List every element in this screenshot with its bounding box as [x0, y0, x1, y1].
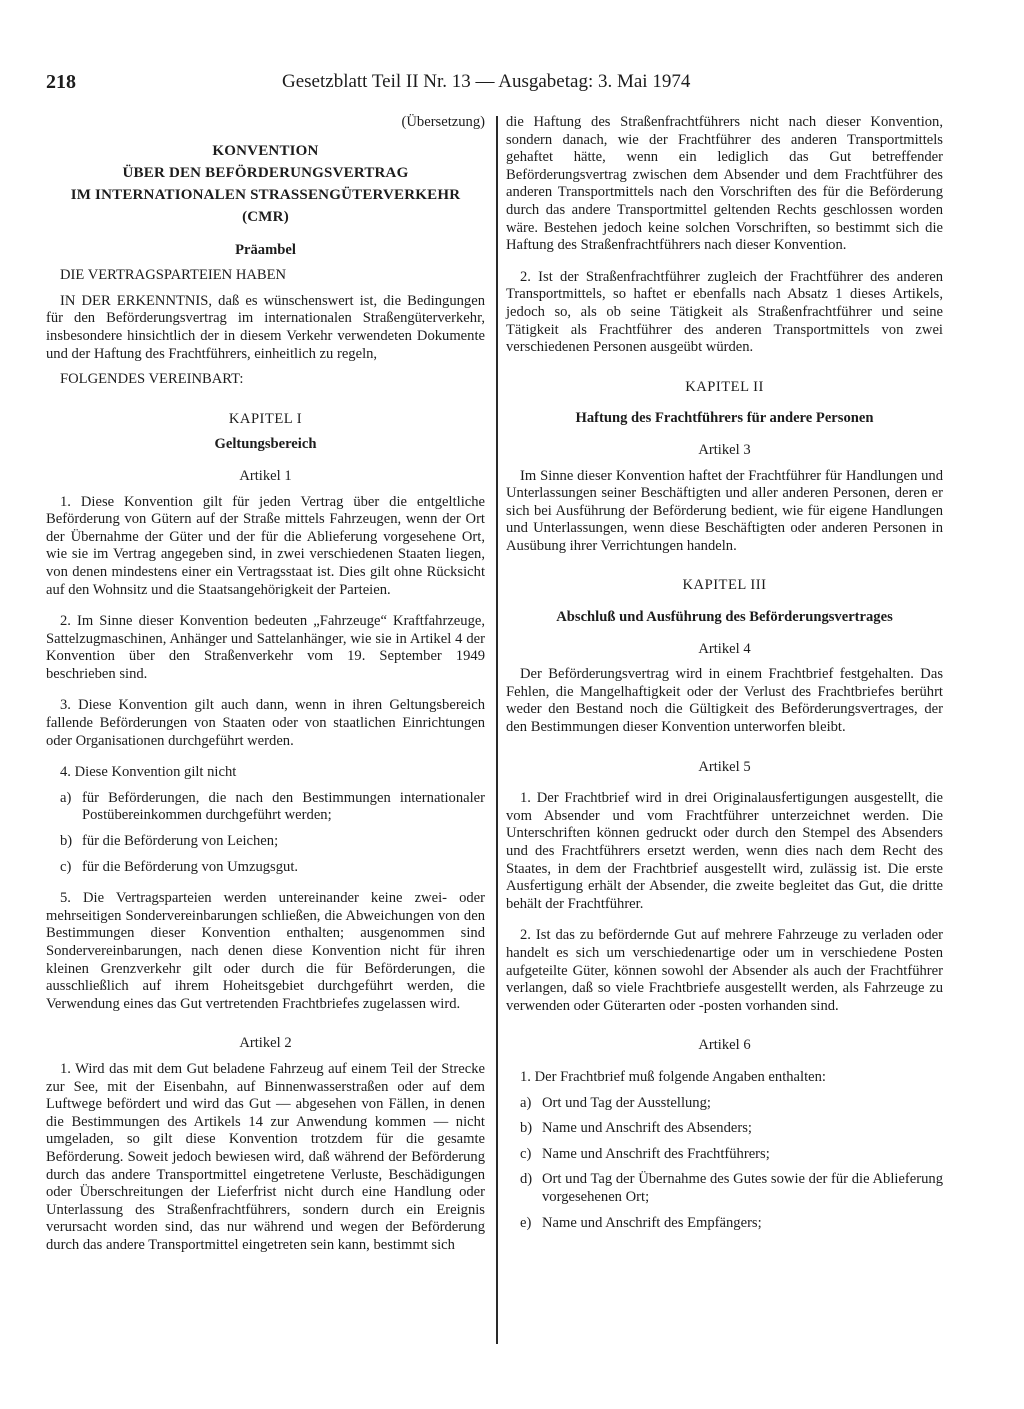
article-heading: Artikel 5: [698, 758, 751, 775]
list-label: b): [520, 1120, 533, 1137]
page-header: [46, 70, 976, 100]
article-paragraph: 2. Ist der Straßenfrachtführer zugleich der Frachtführer des anderen Transportmittels, so haftet er ebenfalls nach Absatz 1 dieses Artikels, jedoch so, als ob seine Tätigkeit als Straßenfrachtführer und seine Tätigkeit als Frachtführer des anderen Transportmittels von zwei verschiedenen Personen ausgeübt würden.: [506, 268, 943, 356]
list-text: für die Beförderung von Leichen;: [82, 833, 279, 850]
preamble-heading: Präambel: [235, 241, 296, 258]
list-label: c): [60, 858, 72, 875]
list-label: d): [520, 1171, 533, 1188]
list-text: für Beförderungen, die nach den Bestimmungen internationaler Postübereinkommen durchgeführt werden;: [82, 789, 485, 824]
article-paragraph: 5. Die Vertragsparteien werden untereinander keine zwei- oder mehrseitigen Sondervereinbarungen schließen, die Abweichungen von den Bestimmungen dieser Konvention enthalten; ausgenommen sind Sondervereinbarungen, nach denen diese Konvention nicht für ihren kleinen Grenzverkehr gilt oder durch die für Beförderungen, die ausschließlich auf ihrem Hoheitsgebiet durchgeführt werden, die Verwendung eines das Gut vertretenden Frachtbriefes zugelassen wird.: [46, 890, 485, 1012]
translation-note: (Übersetzung): [401, 114, 485, 130]
list-item: [506, 1215, 943, 1233]
article-paragraph: 3. Diese Konvention gilt auch dann, wenn in ihren Geltungsbereich fallende Beförderungen von Staaten oder von staatlichen Einrichtungen oder Organisationen durchgeführt werden.: [46, 697, 485, 749]
chapter-heading: KAPITEL I: [228, 410, 303, 427]
list-text: für die Beförderung von Umzugsgut.: [82, 858, 299, 875]
list-item: [506, 1171, 943, 1206]
column-divider: [496, 116, 498, 1344]
list-text: Name und Anschrift des Frachtführers;: [542, 1145, 770, 1162]
list-label: e): [520, 1214, 532, 1231]
chapter-heading: KAPITEL III: [682, 577, 767, 594]
article-paragraph: 2. Ist das zu befördernde Gut auf mehrere Fahrzeuge zu verladen oder handelt es sich um verschiedenartige oder um in verschiedene Posten aufgeteilte Güter, können sowohl der Absender als auch der Frachtführer verlangen, daß so viele Frachtbriefe ausgestellt werden, als Fahrzeuge zu verwenden oder Güterarten oder -posten vorhanden sind.: [506, 927, 943, 1014]
article-paragraph: 2. Im Sinne dieser Konvention bedeuten „Fahrzeuge“ Kraftfahrzeuge, Sattelzugmaschinen, Anhänger und Sattelanhänger, wie sie in Artikel 4 der Konvention über den Straßenverkehr vom 19. September 1949 beschrieben sind.: [46, 613, 485, 682]
list-item: [506, 1095, 943, 1113]
article-paragraph: Der Beförderungsvertrag wird in einem Frachtbrief festgehalten. Das Fehlen, die Mangelhaftigkeit oder der Verlust des Frachtbriefes berührt weder den Bestand noch die Gültigkeit des Beförderungsvertrages, der den Bestimmungen dieser Konvention unterworfen bleibt.: [506, 666, 943, 736]
list-label: b): [60, 833, 73, 850]
list-label: c): [520, 1145, 532, 1162]
right-column: [506, 114, 943, 1232]
article-paragraph: 1. Diese Konvention gilt für jeden Vertrag über die entgeltliche Beförderung von Gütern auf der Straße mittels Fahrzeugen, wenn der Ort der Übernahme der Güter und der für die Ablieferung vorgesehene Ort, wie sie im Vertrag angegeben sind, in zwei verschiedenen Staaten liegen, von denen mindestens einer ein Vertragsstaat ist. Dies gilt ohne Rücksicht auf den Wohnsitz und die Staatsangehörigkeit der Parteien.: [46, 493, 485, 598]
article-heading: Artikel 3: [698, 441, 751, 458]
article-heading: Artikel 2: [239, 1035, 292, 1052]
list-label: a): [520, 1094, 532, 1111]
article-heading: Artikel 1: [239, 467, 292, 484]
article-paragraph: 1. Wird das mit dem Gut beladene Fahrzeug auf einem Teil der Strecke zur See, mit der Eisenbahn, auf Binnenwasserstraßen oder auf dem Luftwege befördert und wird das Gut — abgesehen von Fällen, in denen die Bestimmungen des Artikels 14 zur Anwendung kommen — nicht umgeladen, so gilt diese Konvention trotzdem für die gesamte Beförderung. Soweit jedoch bewiesen wird, daß während der Beförderung durch das andere Transportmittel eingetretene Verluste, Beschädigungen oder Überschreitungen der Lieferfrist nicht durch eine Handlung oder Unterlassung des Straßenfrachtführers, sondern durch ein Ereignis verursacht worden sind, das nur während und wegen der Beförderung durch das andere Transportmittel eingetreten sein kann, bestimmt sich: [46, 1060, 485, 1253]
article-heading: Artikel 4: [698, 640, 751, 657]
list-item: [46, 833, 485, 851]
convention-title-line: ÜBER DEN BEFÖRDERUNGSVERTRAG: [122, 164, 409, 181]
list-item: [46, 859, 485, 877]
parties-line: DIE VERTRAGSPARTEIEN HABEN: [60, 267, 287, 284]
recital-paragraph: IN DER ERKENNTNIS, daß es wünschenswert ist, die Bedingungen für den Beförderungsvertrag im internationalen Straßengüterverkehr, insbesondere hinsichtlich der in diesem Verkehr verwendeten Dokumente und der Haftung des Frachtführers, einheitlich zu regeln,: [46, 292, 485, 362]
list-text: Ort und Tag der Ausstellung;: [542, 1094, 711, 1111]
convention-title-line: IM INTERNATIONALEN STRASSENGÜTERVERKEHR: [70, 186, 461, 203]
chapter-heading: KAPITEL II: [685, 378, 764, 395]
list-text: Name und Anschrift des Empfängers;: [542, 1214, 762, 1231]
convention-title-line: (CMR): [242, 208, 289, 225]
page-number: 218: [46, 71, 76, 93]
article-paragraph: 1. Der Frachtbrief muß folgende Angaben enthalten:: [520, 1068, 826, 1085]
article-paragraph: Im Sinne dieser Konvention haftet der Frachtführer für Handlungen und Unterlassungen seiner Beschäftigten und aller anderen Personen, deren er sich bei Ausführung der Beförderung bedient, wie für eigene Handlungen und Unterlassungen, wenn diese Beschäftigten oder anderen Personen in Ausübung ihrer Verrichtungen handeln.: [506, 467, 943, 554]
list-label: a): [60, 789, 72, 806]
list-text: Name und Anschrift des Absenders;: [542, 1120, 752, 1137]
article-paragraph-continued: die Haftung des Straßenfrachtführers nicht nach dieser Konvention, sondern danach, wie der Frachtführer des anderen Transportmittels gehaftet hätte, wenn ein lediglich das Gut betreffender Beförderungsvertrag zwischen dem Absender und dem Frachtführer des anderen Transportmittels nach den Vorschriften des für die Beförderung durch das andere Transportmittel geltenden Rechts geschlossen worden wäre. Bestehen jedoch keine solchen Vorschriften, so bestimmt sich die Haftung des Straßenfrachtführers nach dieser Konvention.: [506, 114, 943, 254]
list-text: Ort und Tag der Übernahme des Gutes sowie der für die Ablieferung vorgesehenen Ort;: [542, 1171, 943, 1205]
article-paragraph: 1. Der Frachtbrief wird in drei Originalausfertigungen ausgestellt, die vom Absender und vom Frachtführer unterzeichnet werden. Die Unterschriften können gedruckt oder durch den Stempel des Absenders und des Frachtführers ersetzt werden, wenn dies nach dem Recht des Staates, in dem der Frachtbrief ausgestellt wird, zulässig ist. Die erste Ausfertigung erhält der Absender, die zweite begleitet das Gut, die dritte behält der Frachtführer.: [506, 790, 943, 912]
article-paragraph: 4. Diese Konvention gilt nicht: [60, 764, 237, 781]
article-heading: Artikel 6: [698, 1037, 751, 1054]
agreed-line: FOLGENDES VEREINBART:: [60, 371, 244, 388]
list-item: [506, 1146, 943, 1164]
left-column: [46, 114, 485, 1255]
chapter-title: Abschluß und Ausführung des Beförderungsvertrages: [556, 609, 893, 626]
list-item: [46, 790, 485, 825]
convention-title: [46, 140, 485, 228]
chapter-title: Haftung des Frachtführers für andere Personen: [575, 410, 874, 427]
list-item: [506, 1120, 943, 1138]
chapter-title: Geltungsbereich: [214, 436, 317, 453]
running-title: Gesetzblatt Teil II Nr. 13 — Ausgabetag: 3. Mai 1974: [282, 71, 691, 92]
convention-title-line: KONVENTION: [212, 142, 319, 159]
